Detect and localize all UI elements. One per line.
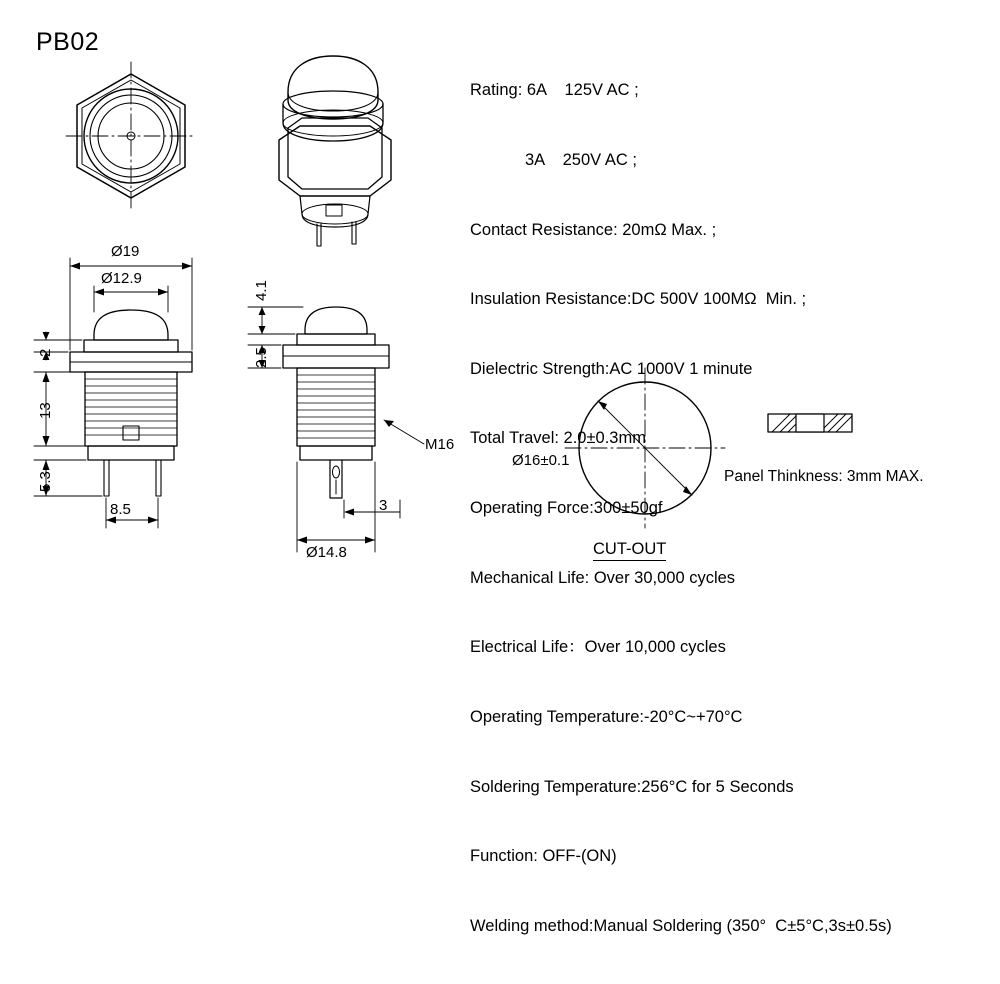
dim-cutout-dia: Ø16±0.1 [512, 452, 570, 469]
perspective-view [279, 56, 420, 246]
cutout-caption: CUT-OUT [593, 540, 666, 561]
spec-line: Operating Force:300±50gf [470, 499, 663, 518]
dim-bezel-height: 2.5 [253, 347, 270, 368]
dim-cap-height: 4.1 [253, 280, 270, 301]
centerline-front [66, 62, 196, 210]
spec-line: Function: OFF-(ON) [470, 847, 617, 866]
dim-terminal-pitch: 8.5 [110, 501, 131, 518]
middle-view-dimensions [248, 307, 424, 552]
panel-thickness-note: Panel Thinkness: 3mm MAX. [724, 468, 924, 485]
spec-line: 3A 250V AC ; [470, 151, 637, 170]
dim-terminal-len: 5.3 [37, 471, 54, 492]
spec-line: Rating: 6A 125V AC ; [470, 81, 639, 100]
spec-line: Dielectric Strength:AC 1000V 1 minute [470, 359, 753, 378]
spec-line: Welding method:Manual Soldering (350° C±5°C,3s±0.5s) [470, 916, 892, 935]
panel-section-view [768, 414, 852, 432]
cutout-view [565, 368, 725, 528]
middle-elevation-view [283, 307, 389, 498]
spec-line: Insulation Resistance:DC 500V 100MΩ Min. ; [470, 290, 807, 309]
spec-line: Mechanical Life: Over 30,000 cycles [470, 568, 736, 587]
dim-body-dia: Ø14.8 [306, 544, 347, 561]
spec-line: Operating Temperature:-20°C~+70°C [470, 707, 743, 726]
spec-line: Total Travel: 2.0±0.3mm [470, 429, 646, 448]
spec-line: Soldering Temperature:256°C for 5 Seconds [470, 777, 794, 796]
dim-outer-dia: Ø19 [111, 243, 140, 260]
dim-button-dia: Ø12.9 [101, 270, 142, 287]
dim-pin-width: 3 [379, 497, 388, 514]
dim-thread-len: 13 [37, 402, 54, 419]
dim-thread-top: 2 [37, 348, 54, 357]
spec-line: Contact Resistance: 20mΩ Max. ; [470, 220, 717, 239]
page-title: PB02 [36, 28, 100, 56]
dim-thread-spec: M16 [425, 436, 455, 453]
spec-line: Electrical Life：Over 10,000 cycles [470, 638, 726, 657]
left-elevation-view [70, 310, 192, 496]
